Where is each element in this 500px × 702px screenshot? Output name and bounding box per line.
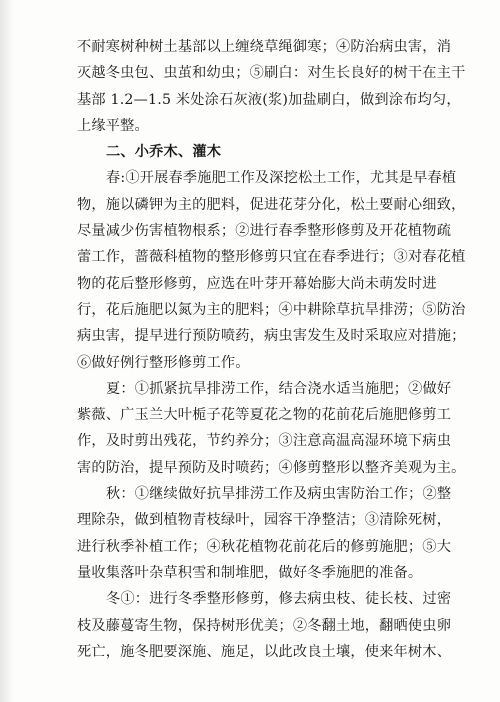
text-line: 上缘平整。 bbox=[77, 117, 149, 134]
text-line: ⑥做好例行整形修剪工作。 bbox=[77, 354, 250, 371]
text-line: 蕾工作，蔷薇科植物的整形修剪只宜在春季进行；③对春花植 bbox=[77, 249, 466, 266]
text-line: 物，施以磷钾为主的肥料，促进花芽分化，松土要耐心细致， bbox=[77, 196, 466, 213]
scan-shadow-edge bbox=[0, 0, 14, 702]
text-line: 物的花后整形修剪，应选在叶芽开幕始膨大尚未萌发时进 bbox=[77, 275, 437, 292]
text-line: 害的防治，提早预防及时喷药；④修剪整形以整齐美观为主。 bbox=[77, 459, 466, 476]
text-line: 进行秋季补植工作；④秋花植物花前花后的修剪施肥；⑤大 bbox=[77, 538, 452, 555]
paragraph-start-autumn: 秋：①继续做好抗旱排涝工作及病虫害防治工作；②整 bbox=[106, 486, 452, 503]
text-line: 枝及藤蔓寄生物，保持树形优美；②冬翻土地，翻晒使虫卵 bbox=[77, 617, 452, 634]
text-line: 量收集落叶杂草积雪和制堆肥，做好冬季施肥的准备。 bbox=[77, 564, 423, 581]
text-line: 基部 1.2—1.5 米处涂石灰液(浆)加盐刷白，做到涂布均匀， bbox=[77, 91, 461, 108]
text-line: 不耐寒树种树土基部以上缠绕草绳御寒；④防治病虫害，消 bbox=[77, 39, 452, 55]
text-line: 死亡，施冬肥要深施、施足，以此改良土壤，使来年树木、 bbox=[77, 643, 452, 660]
text-line: 理除杂，做到植物青枝绿叶，园容干净整洁；③清除死树， bbox=[77, 512, 452, 529]
paragraph-start-spring: 春:①开展春季施肥工作及深挖松土工作，尤其是早春植 bbox=[106, 170, 457, 187]
document-body bbox=[77, 34, 466, 665]
section-heading: 二、小乔木、灌木 bbox=[106, 144, 222, 161]
text-line: 紫薇、广玉兰大叶栀子花等夏花之物的花前花后施肥修剪工 bbox=[77, 407, 452, 424]
paragraph-start-winter: 冬①：进行冬季整形修剪，修去病虫枝、徒长枝、过密 bbox=[106, 591, 452, 608]
text-line: 行，花后施肥以氮为主的肥料；④中耕除草抗旱排涝；⑤防治 bbox=[77, 301, 466, 318]
text-line: 尽量减少伤害植物根系；②进行春季整形修剪及开花植物疏 bbox=[77, 223, 452, 240]
text-line: 病虫害，提早进行预防喷药，病虫害发生及时采取应对措施； bbox=[77, 328, 466, 345]
text-line: 作，及时剪出残花，节约养分；③注意高温高湿环境下病虫 bbox=[77, 433, 452, 450]
text-line: 灭越冬虫包、虫茧和幼虫；⑤刷白：对生长良好的树干在主干 bbox=[77, 65, 466, 82]
paragraph-start-summer: 夏：①抓紧抗旱排涝工作，结合浇水适当施肥；②做好 bbox=[106, 380, 452, 397]
